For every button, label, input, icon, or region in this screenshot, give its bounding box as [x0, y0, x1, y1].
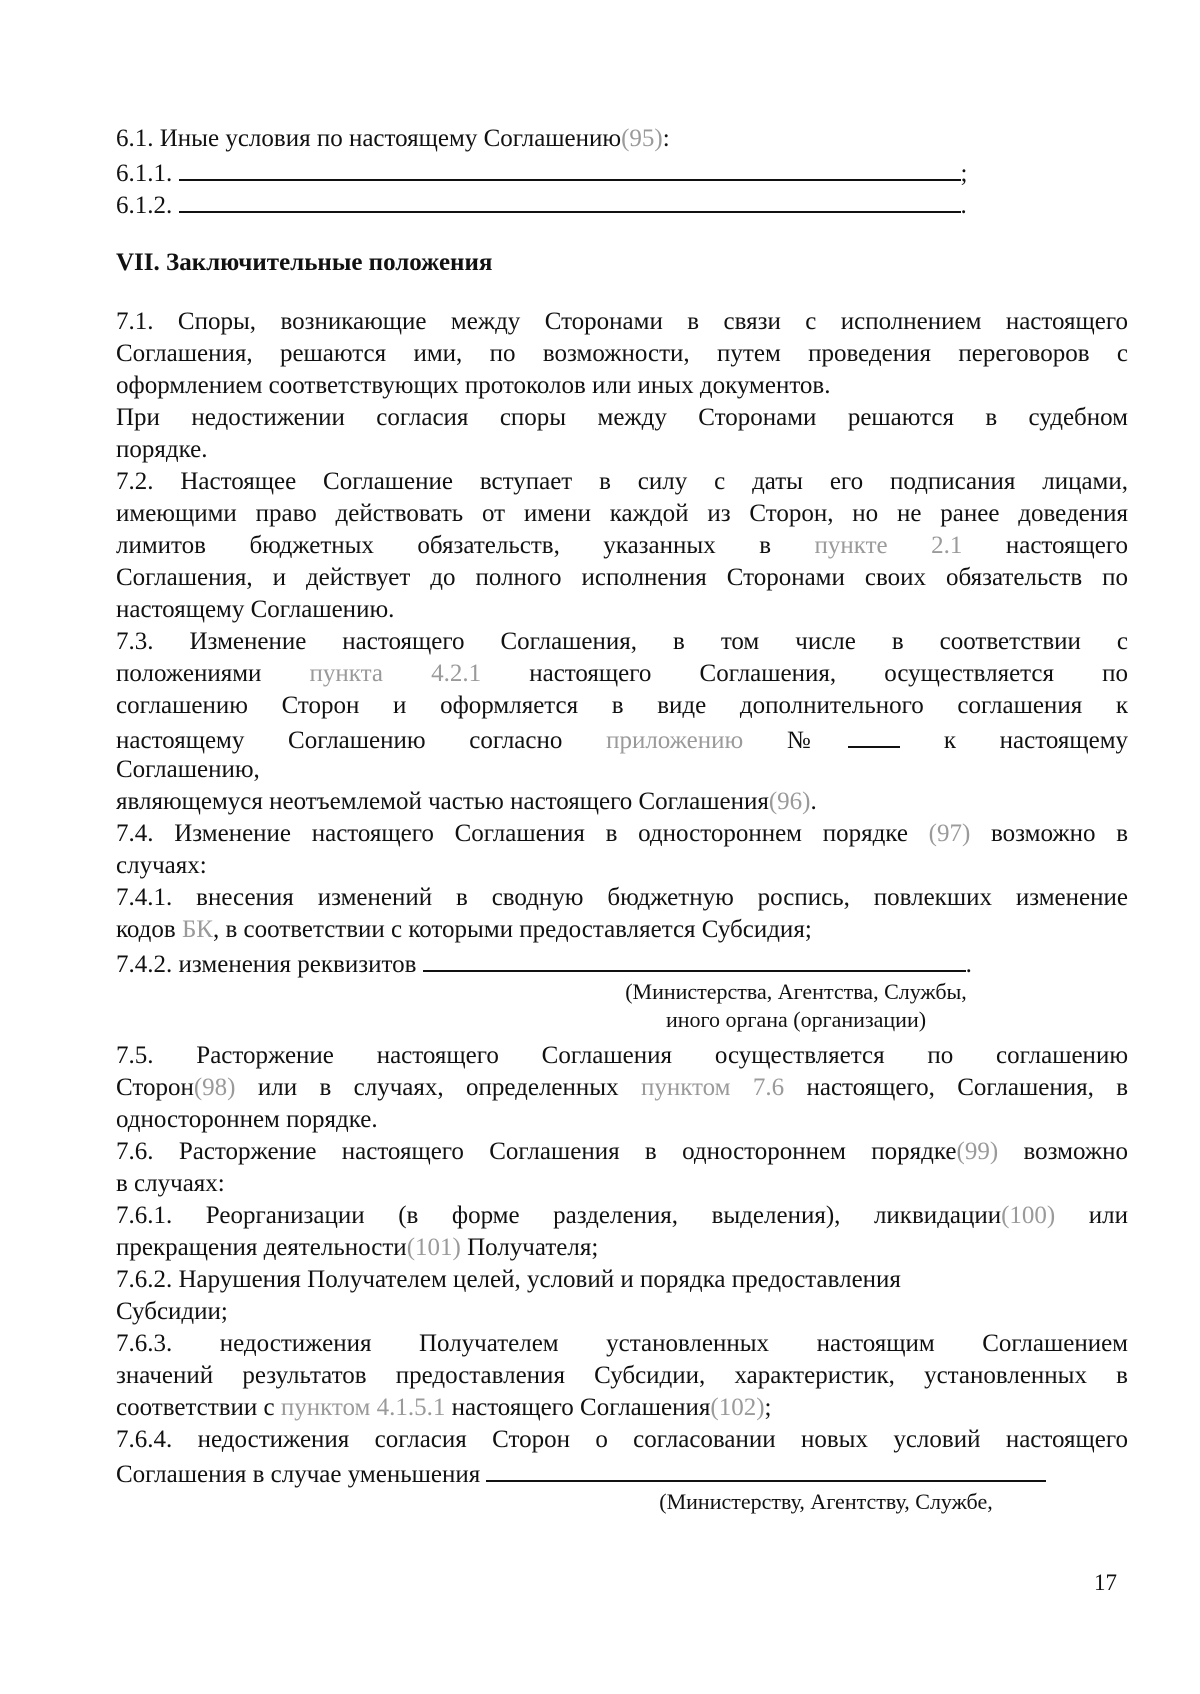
clause-7-6-3-line-2: значений результатов предоставления Субсидии, характеристик, установленных в — [116, 1362, 1128, 1389]
clause-7-4-2-text: 7.4.2. изменения реквизитов — [116, 951, 417, 978]
clause-7-1-line-4: При недостижении согласия споры между Сторонами решаются в судебном — [116, 404, 1128, 431]
clause-7-1-line-5: порядке. — [116, 436, 208, 463]
appendix-number: № — [787, 727, 900, 754]
link-clause-2-1[interactable]: пункте 2.1 — [814, 532, 963, 559]
clause-7-6-1-line-1-text: 7.6.1. Реорганизации (в форме разделения, выделения), ликвидации — [116, 1202, 1002, 1229]
footnote-ref-102[interactable]: (102) — [710, 1394, 765, 1421]
clause-7-6-1-line-2-tail: Получателя; — [460, 1234, 599, 1261]
link-clause-4-1-5-1[interactable]: пунктом 4.1.5.1 — [280, 1394, 446, 1421]
page-number: 17 — [1094, 1570, 1117, 1595]
clause-7-3-line-4-tail: к настоящему — [943, 727, 1129, 754]
blank-field-reduction[interactable] — [486, 1456, 1046, 1482]
clause-7-6-line-1-text: 7.6. Расторжение настоящего Соглашения в одностороннем порядке — [116, 1138, 957, 1165]
footnote-ref-98[interactable]: (98) — [193, 1074, 236, 1101]
link-appendix[interactable]: приложению — [606, 727, 744, 754]
clause-6-1-text: 6.1. Иные условия по настоящему Соглашению — [116, 125, 622, 152]
clause-7-2-line-4: Соглашения, и действует до полного исполнения Сторонами своих обязательств по — [116, 564, 1128, 591]
clause-7-4-line-2: случаях: — [116, 852, 207, 879]
document-page — [116, 0, 1128, 1694]
clause-7-6-1-line-1 — [116, 1200, 1128, 1234]
footnote-ref-99[interactable]: (99) — [956, 1138, 999, 1165]
clause-7-6-3-line-3-end: ; — [764, 1394, 772, 1421]
clause-6-1-2-label: 6.1.2. — [116, 192, 173, 219]
blank-field-6-1-1[interactable] — [179, 155, 961, 181]
clause-7-6-2-line-2: Субсидии; — [116, 1298, 228, 1325]
clause-7-3-line-2 — [116, 658, 1128, 692]
clause-7-6-2-line-1: 7.6.2. Нарушения Получателем целей, условий и порядка предоставления — [116, 1266, 901, 1293]
clause-7-4-1-line-2-tail: , в соответствии с которыми предоставляется Субсидия; — [212, 916, 812, 943]
clause-6-1-colon: : — [662, 125, 670, 152]
link-clause-7-6[interactable]: пунктом 7.6 — [640, 1074, 785, 1101]
footnote-ref-97[interactable]: (97) — [928, 820, 971, 847]
clause-7-5-line-3: одностороннем порядке. — [116, 1106, 378, 1133]
clause-7-2-line-1: 7.2. Настоящее Соглашение вступает в силу с даты его подписания лицами, — [116, 468, 1128, 495]
clause-7-3-line-4 — [116, 722, 1128, 756]
clause-6-1 — [116, 123, 670, 157]
clause-6-1-1-label: 6.1.1. — [116, 160, 173, 187]
clause-7-5-line-2-text: Сторон — [116, 1074, 194, 1101]
clause-7-5-line-1: 7.5. Расторжение настоящего Соглашения осуществляется по соглашению — [116, 1042, 1128, 1069]
clause-7-3-line-5: Соглашению, — [116, 756, 260, 783]
clause-7-3-line-4-text: настоящему Соглашению согласно — [116, 727, 563, 754]
link-clause-4-2-1[interactable]: пункта 4.2.1 — [309, 660, 482, 687]
clause-7-4-1-line-2 — [116, 914, 812, 948]
caption-ministry-2: иного органа (организации) — [665, 1007, 927, 1032]
clause-7-6-4-line-1: 7.6.4. недостижения согласия Сторон о согласовании новых условий настоящего — [116, 1426, 1128, 1453]
clause-6-1-2 — [116, 187, 967, 221]
clause-6-1-1 — [116, 155, 967, 189]
clause-7-2-line-3-text: лимитов бюджетных обязательств, указанных в — [116, 532, 771, 559]
caption-ministry-3: (Министерству, Агентству, Службе, — [659, 1489, 993, 1514]
clause-7-1-line-3: оформлением соответствующих протоколов или иных документов. — [116, 372, 831, 399]
clause-7-6-4-line-2 — [116, 1456, 1046, 1490]
clause-7-6-3-line-1: 7.6.3. недостижения Получателем установленных настоящим Соглашением — [116, 1330, 1128, 1357]
clause-6-1-2-end: . — [960, 192, 967, 219]
footnote-ref-95[interactable]: (95) — [621, 125, 663, 152]
clause-6-1-1-end: ; — [960, 160, 968, 187]
footnote-ref-100[interactable]: (100) — [1001, 1202, 1056, 1229]
footnote-ref-101[interactable]: (101) — [406, 1234, 461, 1261]
clause-7-3-line-2-tail: настоящего Соглашения, осуществляется по — [529, 660, 1129, 687]
clause-7-6-line-1 — [116, 1136, 1128, 1170]
clause-7-4-2 — [116, 946, 972, 980]
clause-7-3-line-6-end: . — [810, 788, 817, 815]
clause-7-5-line-2-tail: настоящего, Соглашения, в — [806, 1074, 1129, 1101]
clause-7-2-line-3-tail: настоящего — [1005, 532, 1129, 559]
clause-7-6-1-line-2 — [116, 1232, 598, 1266]
blank-field-appendix-number[interactable] — [848, 722, 900, 748]
clause-7-6-line-1-tail: возможно — [998, 1138, 1128, 1165]
clause-7-3-line-6-text: являющемуся неотъемлемой частью настоящего Соглашения — [116, 788, 769, 815]
clause-7-4-2-end: . — [965, 951, 972, 978]
clause-7-6-3-line-3 — [116, 1392, 772, 1426]
link-bk[interactable]: БК — [181, 916, 213, 943]
clause-7-2-line-3 — [116, 530, 1128, 564]
clause-7-4-1-line-2-text: кодов — [116, 916, 176, 943]
clause-7-3-line-1: 7.3. Изменение настоящего Соглашения, в том числе в соответствии с — [116, 628, 1128, 655]
clause-7-2-line-5: настоящему Соглашению. — [116, 596, 395, 623]
section-heading-vii: VII. Заключительные положения — [116, 249, 493, 276]
clause-7-3-line-2-text: положениями — [116, 660, 262, 687]
blank-field-requisites[interactable] — [423, 946, 966, 972]
clause-7-6-line-2: в случаях: — [116, 1170, 225, 1197]
clause-7-1-line-2: Соглашения, решаются ими, по возможности, путем проведения переговоров с — [116, 340, 1128, 367]
clause-7-4-line-1-tail: возможно в — [990, 820, 1128, 847]
clause-7-6-1-line-2-text: прекращения деятельности — [116, 1234, 407, 1261]
clause-7-3-line-3: соглашению Сторон и оформляется в виде дополнительного соглашения к — [116, 692, 1128, 719]
blank-field-6-1-2[interactable] — [179, 187, 961, 213]
clause-7-3-line-6 — [116, 786, 817, 820]
clause-7-4-1-line-1: 7.4.1. внесения изменений в сводную бюджетную роспись, повлекших изменение — [116, 884, 1128, 911]
clause-7-5-line-2-mid: или в случаях, определенных — [235, 1074, 619, 1101]
clause-7-6-3-line-3-text: соответствии с — [116, 1394, 275, 1421]
caption-ministry-1: (Министерства, Агентства, Службы, — [625, 979, 967, 1004]
clause-7-4-line-1 — [116, 818, 1128, 852]
clause-7-6-1-line-1-tail: или — [1088, 1202, 1129, 1229]
clause-7-2-line-2: имеющими право действовать от имени каждой из Сторон, но не ранее доведения — [116, 500, 1128, 527]
footnote-ref-96[interactable]: (96) — [768, 788, 811, 815]
clause-7-6-4-line-2-text: Соглашения в случае уменьшения — [116, 1461, 481, 1488]
clause-7-5-line-2 — [116, 1072, 1128, 1106]
clause-7-6-3-line-3-mid: настоящего Соглашения — [445, 1394, 711, 1421]
clause-7-1-line-1: 7.1. Споры, возникающие между Сторонами в связи с исполнением настоящего — [116, 308, 1128, 335]
clause-7-4-line-1-text: 7.4. Изменение настоящего Соглашения в одностороннем порядке — [116, 820, 908, 847]
